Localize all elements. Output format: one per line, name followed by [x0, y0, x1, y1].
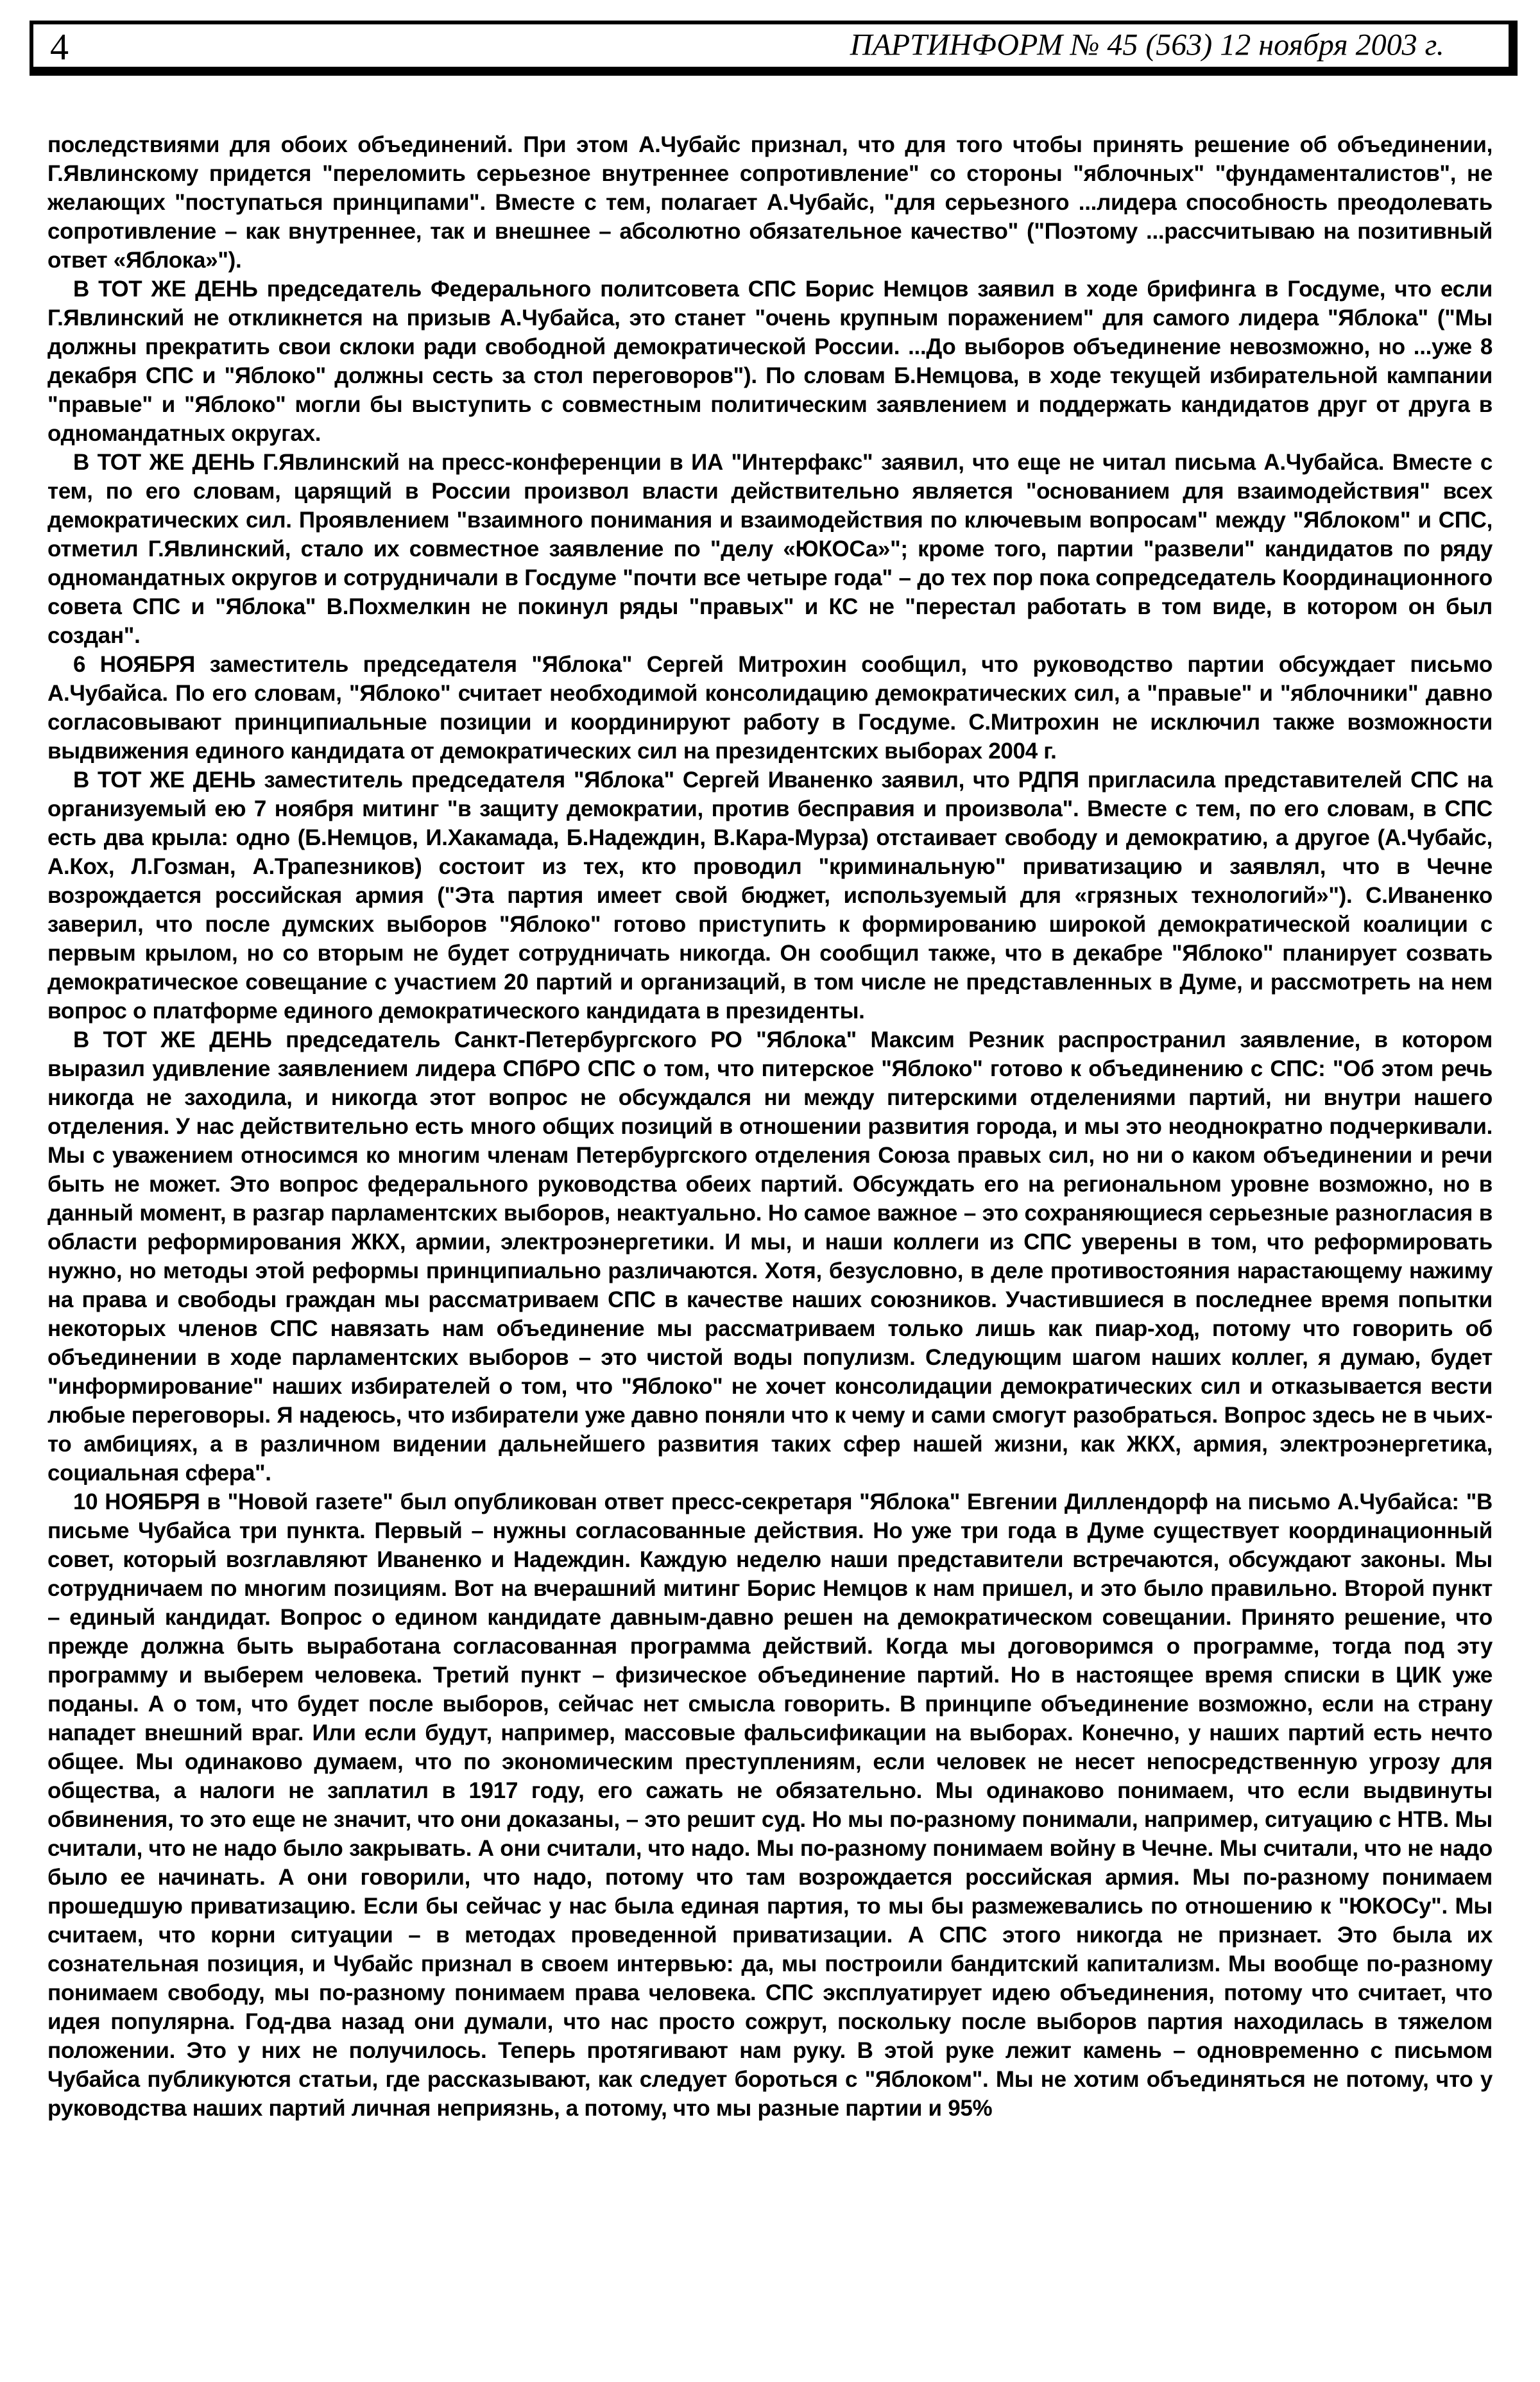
paragraph-lead-date: В ТОТ ЖЕ ДЕНЬ	[73, 1027, 272, 1052]
paragraph-lead-date: В ТОТ ЖЕ ДЕНЬ	[73, 767, 256, 793]
paragraph-lead-date: 10 НОЯБРЯ	[73, 1489, 200, 1514]
paragraph-lead-date: В ТОТ ЖЕ ДЕНЬ	[73, 277, 258, 302]
page-number: 4	[50, 26, 69, 68]
article-body	[47, 130, 1493, 2123]
paragraph	[47, 766, 1493, 1025]
paragraph-lead-date: В ТОТ ЖЕ ДЕНЬ	[73, 450, 255, 475]
paragraph-text: заместитель председателя "Яблока" Сергей Митрохин сообщил, что руководство партии обсуждает письмо А.Чубайса. По его словам, "Яблоко" считает необходимой консолидацию демократических сил, а "правые" и "яблочники" давно согласовывают принципиальные позиции и координируют работу в Госдуме. С.Митрохин не исключил также возможности выдвижения единого кандидата от демократических сил на президентских выборах 2004 г.	[47, 652, 1493, 764]
paragraph	[47, 650, 1493, 766]
paragraph-text: заместитель председателя "Яблока" Сергей Иваненко заявил, что РДПЯ пригласила представителей СПС на организуемый ею 7 ноября митинг "в защиту демократии, против бесправия и произвола". Вместе с тем, по его словам, в СПС есть два крыла: одно (Б.Немцов, И.Хакамада, Б.Надеждин, В.Кара-Мурза) отстаивает свободу и демократию, а другое (А.Чубайс, А.Кох, Л.Гозман, А.Трапезников) состоит из тех, кто проводил "криминальную" приватизацию и заявлял, что в Чечне возрождается российская армия ("Эта партия имеет свой бюджет, используемый для «грязных технологий»"). С.Иваненко заверил, что после думских выборов "Яблоко" готово приступить к формированию широкой демократической коалиции с первым крылом, но со вторым не будет сотрудничать никогда. Он сообщил также, что в декабре "Яблоко" планирует созвать демократическое совещание с участием 20 партий и организаций, в том числе не представленных в Думе, и рассмотреть на нем вопрос о платформе единого демократического кандидата в президенты.	[47, 767, 1493, 1024]
paragraph-lead-date: 6 НОЯБРЯ	[73, 652, 195, 677]
paragraph-text: в "Новой газете" был опубликован ответ пресс-секретаря "Яблока" Евгении Диллендорф на письмо А.Чубайса: "В письме Чубайса три пункта. Первый – нужны согласованные действия. Но уже три года в Думе существует координационный совет, который возглавляют Иваненко и Надеждин. Каждую неделю наши представители встречаются, обсуждают законы. Мы сотрудничаем по многим позициям. Вот на вчерашний митинг Борис Немцов к нам пришел, и это было правильно. Второй пункт – единый кандидат. Вопрос о едином кандидате давным-давно решен на демократическом совещании. Принято решение, что прежде должна быть выработана согласованная программа действий. Когда мы договоримся о программе, тогда под эту программу и выберем человека. Третий пункт – физическое объединение партий. Но в настоящее время списки в ЦИК уже поданы. А о том, что будет после выборов, сейчас нет смысла говорить. В принципе объединение возможно, если на страну нападет внешний враг. Или если будут, например, массовые фальсификации на выборах. Конечно, у наших партий есть нечто общее. Мы одинаково думаем, что по экономическим преступлениям, если человек не несет непосредственную угрозу для общества, а налоги не заплатил в 1917 году, его сажать не обязательно. Мы одинаково понимаем, что если выдвинуты обвинения, то это еще не значит, что они доказаны, – это решит суд. Но мы по-разному понимали, например, ситуацию с НТВ. Мы считали, что не надо было закрывать. А они считали, что надо. Мы по-разному понимаем войну в Чечне. Мы считали, что не надо было ее начинать. А они говорили, что надо, потому что там возрождается российская армия. Мы по-разному понимаем прошедшую приватизацию. Если бы сейчас у нас была единая партия, то мы бы размежевались по отношению к "ЮКОСу". Мы считаем, что корни ситуации – в методах проведенной приватизации. А СПС этого никогда не признает. Это была их сознательная позиция, и Чубайс признал в своем интервью: да, мы построили бандитский капитализм. Мы вообще по-разному понимаем свободу, мы по-разному понимаем права человека. СПС эксплуатирует идею объединения, потому что считает, что идея популярна. Год-два назад они думали, что нас просто сожрут, поскольку после выборов партия находилась в тяжелом положении. Это у них не получилось. Теперь протягивают нам руку. В этой руке лежит камень – одновременно с письмом Чубайса публикуются статьи, где рассказывают, как следует бороться с "Яблоком". Мы не хотим объединяться не потому, что у руководства наших партий личная неприязнь, а потому, что мы разные партии и 95%	[47, 1489, 1493, 2121]
paragraph-text: председатель Санкт-Петербургского РО "Яблока" Максим Резник распространил заявление, в котором выразил удивление заявлением лидера СПбРО СПС о том, что питерское "Яблоко" готово к объединению с СПС: "Об этом речь никогда не заходила, и никогда этот вопрос не обсуждался ни между питерскими отделениями партий, ни внутри нашего отделения. У нас действительно есть много общих позиций в отношении развития города, и мы это неоднократно подчеркивали. Мы с уважением относимся ко многим членам Петербургского отделения Союза правых сил, но ни о каком объединении и речи быть не может. Это вопрос федерального руководства обеих партий. Обсуждать его на региональном уровне возможно, но в данный момент, в разгар парламентских выборов, неактуально. Но самое важное – это сохраняющиеся серьезные разногласия в области реформирования ЖКХ, армии, электроэнергетики. И мы, и наши коллеги из СПС уверены в том, что реформировать нужно, но методы этой реформы принципиально различаются. Хотя, безусловно, в деле противостояния нарастающему нажиму на права и свободы граждан мы рассматриваем СПС в качестве наших союзников. Участившиеся в последнее время попытки некоторых членов СПС навязать нам объединение мы рассматриваем только лишь как пиар-ход, потому что говорить об объединении в ходе парламентских выборов – это чистой воды популизм. Следующим шагом наших коллег, я думаю, будет "информирование" наших избирателей о том, что "Яблоко" не хочет консолидации демократических сил и отказывается вести любые переговоры. Я надеюсь, что избиратели уже давно поняли что к чему и сами смогут разобраться. Вопрос здесь не в чьих-то амбициях, а в различном видении дальнейшего развития таких сфер нашей жизни, как ЖКХ, армия, электроэнергетика, социальная сфера".	[47, 1027, 1493, 1486]
paragraph	[47, 1025, 1493, 1487]
paragraph	[47, 1487, 1493, 2123]
page-header	[30, 21, 1518, 76]
paragraph	[47, 130, 1493, 275]
newsletter-title: ПАРТИНФОРМ № 45 (563) 12 ноября 2003 г.	[850, 28, 1444, 62]
paragraph	[47, 448, 1493, 650]
paragraph	[47, 275, 1493, 448]
paragraph-text: последствиями для обоих объединений. При этом А.Чубайс признал, что для того чтобы принять решение об объединении, Г.Явлинскому придется "переломить серьезное внутреннее сопротивление" со стороны "яблочных" "фундаменталистов", не желающих "поступаться принципами". Вместе с тем, полагает А.Чубайс, "для серьезного ...лидера способность преодолевать сопротивление – как внутреннее, так и внешнее – абсолютно обязательное качество" ("Поэтому ...рассчитываю на позитивный ответ «Яблока»").	[47, 132, 1493, 273]
paragraph-text: Г.Явлинский на пресс-конференции в ИА "Интерфакс" заявил, что еще не читал письма А.Чубайса. Вместе с тем, по его словам, царящий в России произвол власти действительно является "основанием для взаимодействия" всех демократических сил. Проявлением "взаимного понимания и взаимодействия по ключевым вопросам" между "Яблоком" и СПС, отметил Г.Явлинский, стало их совместное заявление по "делу «ЮКОСа»"; кроме того, партии "развели" кандидатов по ряду одномандатных округов и сотрудничали в Госдуме "почти все четыре года" – до тех пор пока сопредседатель Координационного совета СПС и "Яблока" В.Похмелкин не покинул ряды "правых" и КС не "перестал работать в том виде, в котором он был создан".	[47, 450, 1493, 648]
paragraph-text: председатель Федерального политсовета СПС Борис Немцов заявил в ходе брифинга в Госдуме, что если Г.Явлинский не откликнется на призыв А.Чубайса, это станет "очень крупным поражением" для самого лидера "Яблока" ("Мы должны прекратить свои склоки ради свободной демократической России. ...До выборов объединение невозможно, но ...уже 8 декабря СПС и "Яблоко" должны сесть за стол переговоров"). По словам Б.Немцова, в ходе текущей избирательной кампании "правые" и "Яблоко" могли бы выступить с совместным политическим заявлением и поддержать кандидатов друг от друга в одномандатных округах.	[47, 277, 1493, 446]
